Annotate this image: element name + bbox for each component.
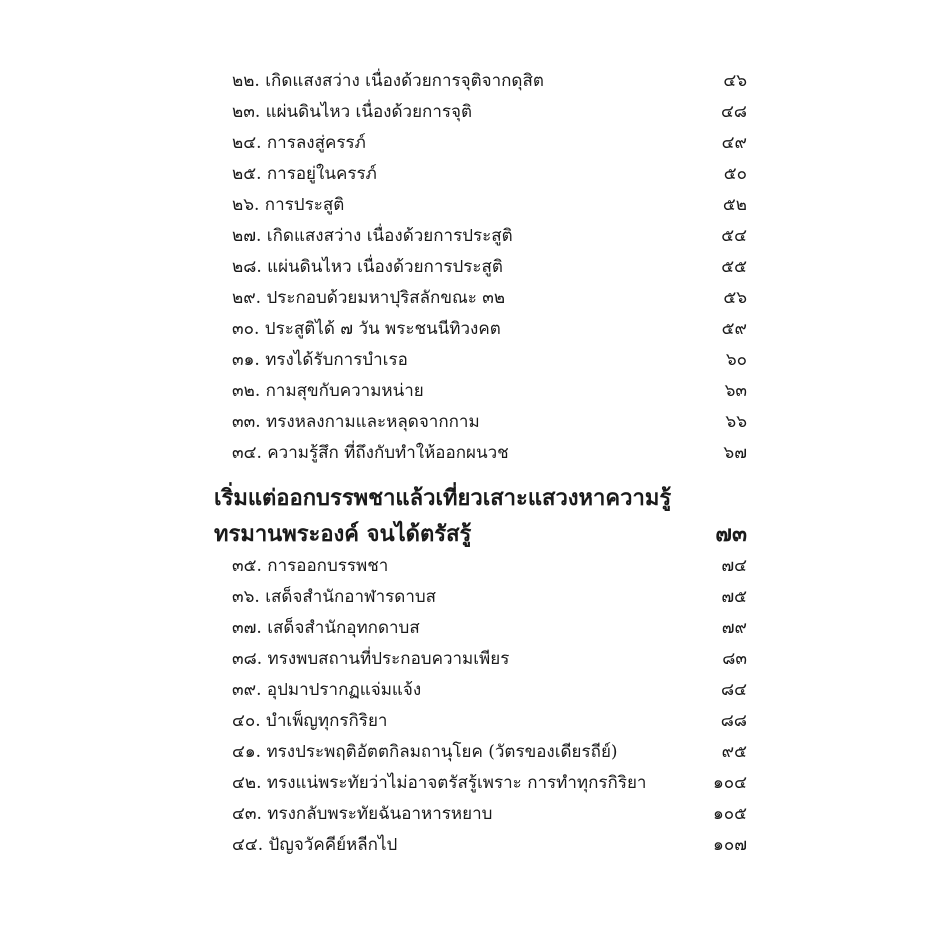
toc-entry-33 [232, 407, 747, 438]
toc-entry-label: ๒๓. แผ่นดินไหว เนื่องด้วยการจุติ [232, 102, 473, 122]
toc-entry-label: ๒๘. แผ่นดินไหว เนื่องด้วยการประสูติ [232, 257, 503, 277]
toc-entry-label: ๒๙. ประกอบด้วยมหาปุริสลักขณะ ๓๒ [232, 288, 506, 308]
toc-entry-31 [232, 345, 747, 376]
toc-entry-label: ๒๔. การลงสู่ครรภ์ [232, 133, 366, 153]
toc-entry-32 [232, 376, 747, 407]
toc-entry-36 [232, 582, 747, 613]
toc-entry-37 [232, 613, 747, 644]
toc-entry-label: ๓๗. เสด็จสำนักอุทกดาบส [232, 618, 420, 638]
toc-entry-page: ๘๓ [722, 649, 747, 669]
toc-entry-25 [232, 159, 747, 190]
toc-entry-label: ๓๑. ทรงได้รับการบำเรอ [232, 350, 408, 370]
toc-entry-page: ๔๘ [721, 102, 747, 122]
toc-entry-43 [232, 799, 747, 830]
toc-entry-24 [232, 128, 747, 159]
section-title-line-2: ทรมานพระองค์ จนได้ตรัสรู้ [214, 521, 472, 547]
toc-entry-label: ๔๓. ทรงกลับพระทัยฉันอาหารหยาบ [232, 804, 493, 824]
toc-entry-40 [232, 706, 747, 737]
section-heading-line-2 [214, 516, 747, 552]
toc-entry-label: ๒๕. การอยู่ในครรภ์ [232, 164, 377, 184]
toc-entry-label: ๓๒. กามสุขกับความหน่าย [232, 381, 424, 401]
toc-entry-page: ๑๐๗ [713, 835, 747, 855]
section-title-line-1: เริ่มแต่ออกบรรพชาแล้วเที่ยวเสาะแสวงหาความรู้ [214, 485, 672, 511]
toc-entry-30 [232, 314, 747, 345]
toc-entry-page: ๕๙ [721, 319, 747, 339]
toc-entry-23 [232, 97, 747, 128]
toc-entry-label: ๒๒. เกิดแสงสว่าง เนื่องด้วยการจุติจากดุสิต [232, 71, 544, 91]
toc-entry-label: ๒๗. เกิดแสงสว่าง เนื่องด้วยการประสูติ [232, 226, 513, 246]
toc-entry-label: ๔๐. บำเพ็ญทุกรกิริยา [232, 711, 388, 731]
toc-entry-page: ๗๕ [721, 587, 747, 607]
toc-entry-page: ๖๐ [725, 350, 747, 370]
toc-entry-page: ๔๖ [723, 71, 747, 91]
toc-entry-42 [232, 768, 747, 799]
section-heading [214, 480, 747, 552]
toc-entry-35 [232, 551, 747, 582]
toc-entry-page: ๔๙ [721, 133, 747, 153]
toc-entry-page: ๗๙ [721, 618, 747, 638]
toc-entry-41 [232, 737, 747, 768]
toc-entry-page: ๕๖ [723, 288, 747, 308]
toc-entry-page: ๑๐๕ [712, 804, 747, 824]
toc-entry-label: ๓๔. ความรู้สึก ที่ถึงกับทำให้ออกผนวช [232, 443, 509, 463]
toc-entry-page: ๗๔ [721, 556, 747, 576]
toc-entry-page: ๖๖ [725, 412, 747, 432]
toc-entry-page: ๙๕ [721, 742, 747, 762]
toc-entry-label: ๔๒. ทรงแน่พระทัยว่าไม่อาจตรัสรู้เพราะ การทำทุกรกิริยา [232, 773, 647, 793]
toc-entry-label: ๔๑. ทรงประพฤติอัตตกิลมถานุโยค (วัตรของเดียรถีย์) [232, 742, 618, 762]
toc-entry-39 [232, 675, 747, 706]
toc-entry-29 [232, 283, 747, 314]
toc-list-part1 [232, 66, 747, 469]
toc-entry-page: ๘๔ [721, 680, 747, 700]
toc-entry-label: ๔๔. ปัญจวัคคีย์หลีกไป [232, 835, 398, 855]
section-page-number: ๗๓ [715, 521, 747, 547]
toc-entry-22 [232, 66, 747, 97]
toc-entry-label: ๓๖. เสด็จสำนักอาฬารดาบส [232, 587, 437, 607]
toc-entry-label: ๒๖. การประสูติ [232, 195, 345, 215]
section-heading-line-1 [214, 480, 747, 516]
toc-entry-page: ๖๓ [724, 381, 747, 401]
toc-entry-page: ๘๘ [720, 711, 747, 731]
toc-entry-38 [232, 644, 747, 675]
toc-entry-label: ๓๐. ประสูติได้ ๗ วัน พระชนนีทิวงคต [232, 319, 501, 339]
toc-list-part2 [232, 551, 747, 861]
toc-entry-label: ๓๙. อุปมาปรากฏแจ่มแจ้ง [232, 680, 422, 700]
toc-entry-page: ๕๕ [721, 257, 747, 277]
toc-entry-label: ๓๓. ทรงหลงกามและหลุดจากกาม [232, 412, 480, 432]
toc-entry-44 [232, 830, 747, 861]
toc-entry-page: ๑๐๔ [712, 773, 747, 793]
toc-entry-page: ๕๔ [721, 226, 747, 246]
toc-entry-page: ๕๒ [722, 195, 747, 215]
toc-entry-27 [232, 221, 747, 252]
toc-entry-26 [232, 190, 747, 221]
toc-entry-page: ๕๐ [723, 164, 747, 184]
toc-entry-34 [232, 438, 747, 469]
toc-entry-page: ๖๗ [723, 443, 747, 463]
toc-entry-label: ๓๘. ทรงพบสถานที่ประกอบความเพียร [232, 649, 510, 669]
toc-entry-28 [232, 252, 747, 283]
toc-entry-label: ๓๕. การออกบรรพชา [232, 556, 389, 576]
